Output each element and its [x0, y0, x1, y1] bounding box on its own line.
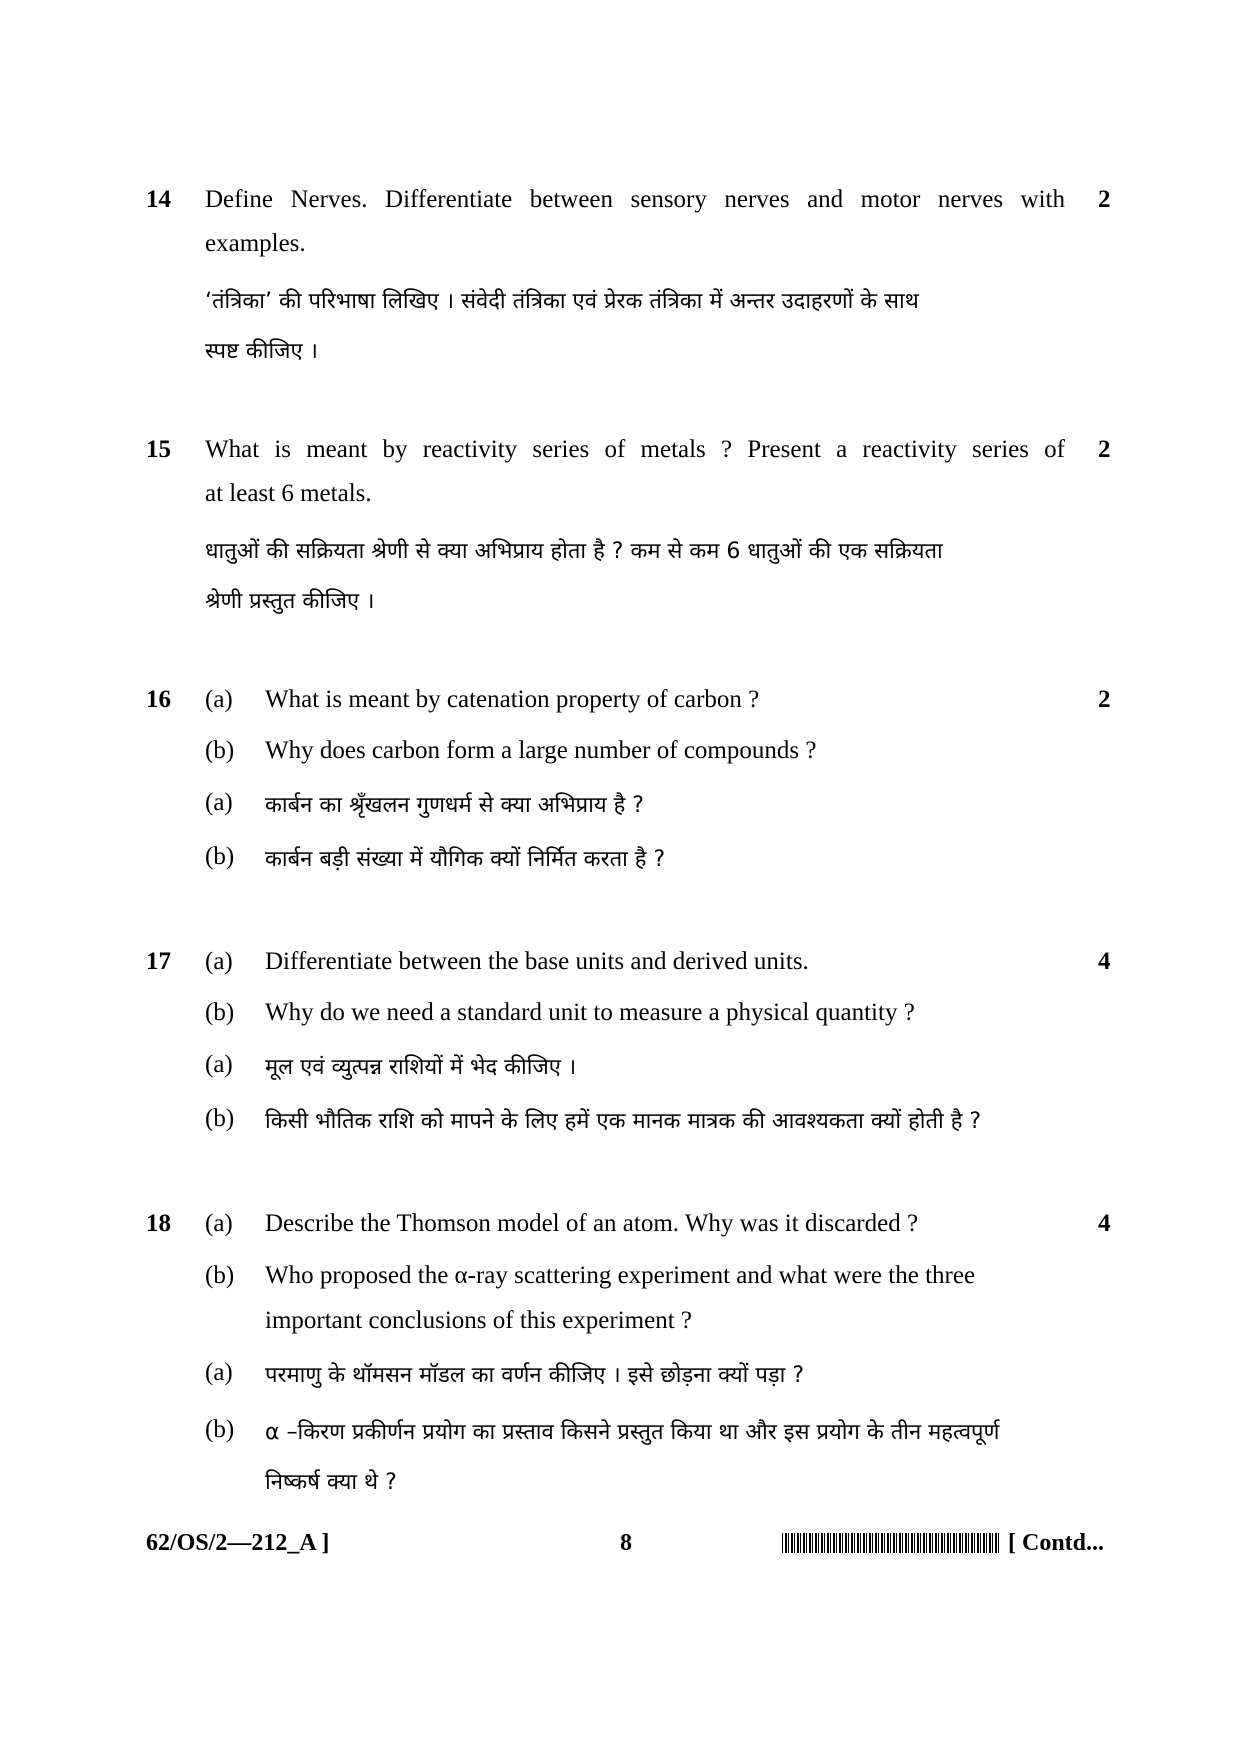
subpart-label: (b) — [205, 1105, 235, 1132]
subpart-text-en: Differentiate between the base units and derived units. — [265, 948, 809, 975]
barcode-icon — [782, 1533, 1000, 1553]
subpart-label: (a) — [205, 1210, 233, 1237]
question-marks: 2 — [1098, 686, 1111, 713]
paper-code: 62/OS/2—212_A ] — [146, 1530, 330, 1556]
subpart-label: (b) — [205, 999, 235, 1026]
subpart-text-en: Why do we need a standard unit to measure a physical quantity ? — [265, 999, 915, 1026]
subpart-text-hi: निष्कर्ष क्या थे ? — [265, 1470, 397, 1495]
subpart-text-hi: मूल एवं व्युत्पन्न राशियों में भेद कीजिए । — [265, 1055, 577, 1080]
question-text-en: examples. — [205, 230, 306, 257]
question-number: 15 — [146, 436, 171, 463]
subpart-label: (a) — [205, 948, 233, 975]
subpart-label: (b) — [205, 737, 235, 764]
subpart-label: (b) — [205, 1262, 235, 1289]
subpart-label: (a) — [205, 1359, 233, 1386]
page-number: 8 — [620, 1530, 632, 1556]
subpart-text-hi: परमाणु के थॉमसन मॉडल का वर्णन कीजिए । इसे छोड़ना क्यों पड़ा ? — [265, 1363, 805, 1388]
subpart-text-en: Describe the Thomson model of an atom. Why was it discarded ? — [265, 1210, 919, 1237]
question-marks: 4 — [1098, 948, 1111, 975]
subpart-text-en: What is meant by catenation property of carbon ? — [265, 686, 760, 713]
subpart-text-hi: किसी भौतिक राशि को मापने के लिए हमें एक मानक मात्रक की आवश्यकता क्यों होती है ? — [265, 1109, 982, 1134]
question-number: 17 — [146, 948, 171, 975]
question-text-hi: स्पष्ट कीजिए । — [205, 339, 319, 364]
subpart-label: (a) — [205, 686, 233, 713]
subpart-text-hi: कार्बन का श्रृँखलन गुणधर्म से क्या अभिप्राय है ? — [265, 793, 644, 818]
question-text-hi: ‘तंत्रिका’ की परिभाषा लिखिए । संवेदी तंत्रिका एवं प्रेरक तंत्रिका में अन्तर उदाहरणों के साथ — [205, 289, 919, 314]
subpart-label: (a) — [205, 789, 233, 816]
subpart-text-en: Who proposed the α-ray scattering experiment and what were the three — [265, 1262, 976, 1289]
subpart-label: (a) — [205, 1051, 233, 1078]
subpart-text-hi: α –किरण प्रकीर्णन प्रयोग का प्रस्ताव किसने प्रस्तुत किया था और इस प्रयोग के तीन महत्वपूर्ण — [265, 1420, 1000, 1445]
question-marks: 2 — [1098, 186, 1111, 213]
subpart-text-hi: कार्बन बड़ी संख्या में यौगिक क्यों निर्मित करता है ? — [265, 847, 666, 872]
question-number: 14 — [146, 186, 171, 213]
subpart-label: (b) — [205, 1416, 235, 1443]
question-text-hi: धातुओं की सक्रियता श्रेणी से क्या अभिप्राय होता है ? कम से कम 6 धातुओं की एक सक्रियता — [205, 539, 943, 564]
question-text-en: What is meant by reactivity series of metals ? Present a reactivity series of — [205, 436, 1065, 463]
subpart-label: (b) — [205, 843, 235, 870]
subpart-text-en: Why does carbon form a large number of compounds ? — [265, 737, 817, 764]
continued-label: [ Contd... — [1008, 1530, 1105, 1556]
question-number: 18 — [146, 1210, 171, 1237]
subpart-text-en: important conclusions of this experiment ? — [265, 1307, 692, 1334]
question-text-en: at least 6 metals. — [205, 480, 372, 507]
question-text-hi: श्रेणी प्रस्तुत कीजिए । — [205, 589, 375, 614]
question-text-en: Define Nerves. Differentiate between sensory nerves and motor nerves with — [205, 186, 1065, 213]
question-marks: 4 — [1098, 1210, 1111, 1237]
question-marks: 2 — [1098, 436, 1111, 463]
question-number: 16 — [146, 686, 171, 713]
